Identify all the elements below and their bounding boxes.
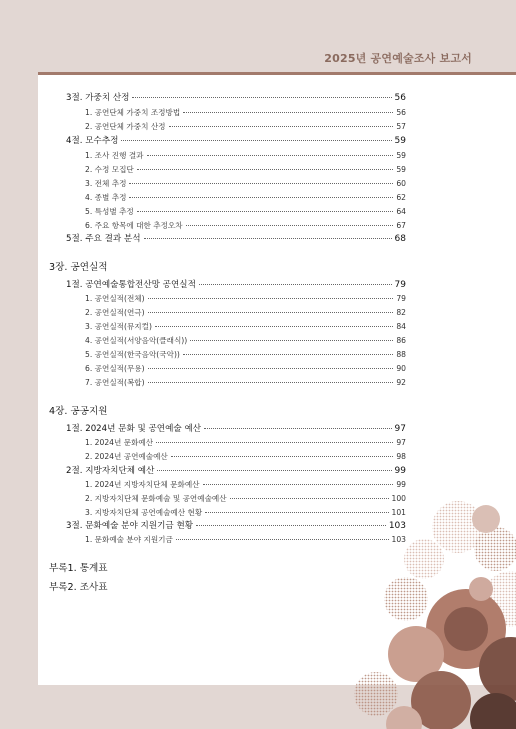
dot-leader xyxy=(156,442,393,443)
toc-label: 5절. 주요 결과 분석 xyxy=(66,234,141,244)
toc-page: 101 xyxy=(391,508,406,517)
toc-entry[interactable] xyxy=(85,451,406,462)
toc-page: 90 xyxy=(396,364,406,373)
toc-entry[interactable] xyxy=(85,164,406,175)
toc-entry[interactable] xyxy=(85,321,406,332)
toc-page: 100 xyxy=(391,494,406,503)
toc-page: 82 xyxy=(396,308,406,317)
toc-label: 2. 지방자치단체 문화예술 및 공연예술예산 xyxy=(85,494,227,503)
toc-label: 2절. 지방자치단체 예산 xyxy=(66,466,155,476)
toc-entry[interactable] xyxy=(66,278,406,290)
toc-label: 5. 특성별 추정 xyxy=(85,207,134,216)
dot-leader xyxy=(196,525,386,526)
dot-leader xyxy=(148,382,394,383)
toc-entry[interactable] xyxy=(85,206,406,217)
toc-label: 4. 공연실적(서양음악(클래식)) xyxy=(85,336,188,345)
toc-page: 99 xyxy=(394,466,406,476)
toc-entry[interactable] xyxy=(85,349,406,360)
appendix-heading[interactable]: 부록1. 통계표 xyxy=(49,563,108,574)
toc-page: 59 xyxy=(394,136,406,146)
toc-entry[interactable] xyxy=(85,107,406,118)
dot-leader xyxy=(176,539,389,540)
toc-label: 1절. 2024년 문화 및 공연예술 예산 xyxy=(66,424,202,434)
toc-label: 2. 공연단체 가중치 산정 xyxy=(85,122,166,131)
dot-leader xyxy=(121,140,391,141)
dot-leader xyxy=(230,498,389,499)
toc-entry[interactable] xyxy=(66,91,406,103)
toc-page: 86 xyxy=(396,336,406,345)
toc-entry[interactable] xyxy=(85,437,406,448)
toc-label: 3. 공연실적(뮤지컬) xyxy=(85,322,152,331)
chapter-heading[interactable]: 3장. 공연실적 xyxy=(49,262,108,273)
toc-page: 79 xyxy=(396,294,406,303)
toc-label: 1. 공연단체 가중치 조정방법 xyxy=(85,108,181,117)
toc-label: 6. 주요 항목에 대한 추정오차 xyxy=(85,221,183,230)
toc-label: 3절. 가중치 산정 xyxy=(66,93,130,103)
toc-entry[interactable] xyxy=(85,363,406,374)
toc-entry[interactable] xyxy=(85,534,406,545)
toc-entry[interactable] xyxy=(66,232,406,244)
toc-page: 99 xyxy=(396,480,406,489)
toc-label: 4절. 모수추정 xyxy=(66,136,119,146)
toc-page: 88 xyxy=(396,350,406,359)
dot-leader xyxy=(204,428,392,429)
report-title: 2025년 공연예술조사 보고서 xyxy=(324,52,472,65)
toc-page: 84 xyxy=(396,322,406,331)
toc-page: 60 xyxy=(396,179,406,188)
toc-label: 6. 공연실적(무용) xyxy=(85,364,145,373)
toc-page: 97 xyxy=(396,438,406,447)
toc-label: 5. 공연실적(한국음악(국악)) xyxy=(85,350,180,359)
toc-label: 1절. 공연예술통합전산망 공연실적 xyxy=(66,280,196,290)
dot-leader xyxy=(144,238,392,239)
toc-page: 98 xyxy=(396,452,406,461)
dot-leader xyxy=(132,97,391,98)
toc-entry[interactable] xyxy=(85,307,406,318)
toc-page: 62 xyxy=(396,193,406,202)
toc-page: 97 xyxy=(394,424,406,434)
toc-label: 2. 2024년 공연예술예산 xyxy=(85,452,168,461)
dot-leader xyxy=(186,225,394,226)
toc-entry[interactable] xyxy=(85,377,406,388)
toc-page: 103 xyxy=(388,521,406,531)
dot-leader xyxy=(183,354,393,355)
toc-page: 64 xyxy=(396,207,406,216)
toc-entry[interactable] xyxy=(85,121,406,132)
toc-entry[interactable] xyxy=(85,150,406,161)
toc-label: 1. 조사 진행 결과 xyxy=(85,151,144,160)
dot-leader xyxy=(155,326,393,327)
dot-leader xyxy=(148,312,394,313)
dot-leader xyxy=(137,211,394,212)
dot-leader xyxy=(169,126,394,127)
dot-leader xyxy=(183,112,393,113)
toc-entry[interactable] xyxy=(85,220,406,231)
toc-label: 1. 공연실적(전체) xyxy=(85,294,145,303)
toc-label: 3. 전체 추정 xyxy=(85,179,127,188)
toc-page: 59 xyxy=(396,151,406,160)
toc-label: 4. 종별 추정 xyxy=(85,193,127,202)
toc-label: 1. 2024년 문화예산 xyxy=(85,438,154,447)
toc-label: 2. 수정 모집단 xyxy=(85,165,134,174)
toc-page: 56 xyxy=(394,93,406,103)
dot-leader xyxy=(171,456,394,457)
dot-leader xyxy=(148,368,394,369)
dot-leader xyxy=(148,298,394,299)
dot-leader xyxy=(157,470,391,471)
toc-entry[interactable] xyxy=(66,464,406,476)
toc-entry[interactable] xyxy=(66,134,406,146)
toc-page: 79 xyxy=(394,280,406,290)
toc-page: 103 xyxy=(391,535,406,544)
toc-entry[interactable] xyxy=(66,519,406,531)
dot-leader xyxy=(203,484,394,485)
toc-entry[interactable] xyxy=(85,335,406,346)
toc-label: 1. 2024년 지방자치단체 문화예산 xyxy=(85,480,200,489)
toc-label: 1. 문화예술 분야 지원기금 xyxy=(85,535,173,544)
dot-leader xyxy=(190,340,393,341)
toc-page: 59 xyxy=(396,165,406,174)
toc-entry[interactable] xyxy=(85,178,406,189)
toc-entry[interactable] xyxy=(85,293,406,304)
toc-page: 67 xyxy=(396,221,406,230)
toc-label: 3. 지방자치단체 공연예술예산 현황 xyxy=(85,508,203,517)
toc-label: 7. 공연실적(복합) xyxy=(85,378,145,387)
toc-page: 92 xyxy=(396,378,406,387)
appendix-heading[interactable]: 부록2. 조사표 xyxy=(49,582,108,593)
dot-leader xyxy=(129,197,393,198)
toc-page: 56 xyxy=(396,108,406,117)
toc-entry[interactable] xyxy=(85,192,406,203)
toc-entry[interactable] xyxy=(66,422,406,434)
toc-label: 3절. 문화예술 분야 지원기금 현황 xyxy=(66,521,194,531)
chapter-heading[interactable]: 4장. 공공지원 xyxy=(49,406,108,417)
toc-entry[interactable] xyxy=(85,507,406,518)
toc-entry[interactable] xyxy=(85,493,406,504)
toc-entry[interactable] xyxy=(85,479,406,490)
dot-leader xyxy=(129,183,393,184)
toc-page: 57 xyxy=(396,122,406,131)
dot-leader xyxy=(199,284,392,285)
dot-leader xyxy=(147,155,394,156)
toc-label: 2. 공연실적(연극) xyxy=(85,308,145,317)
dot-leader xyxy=(205,512,388,513)
dot-leader xyxy=(137,169,394,170)
toc-page: 68 xyxy=(394,234,406,244)
